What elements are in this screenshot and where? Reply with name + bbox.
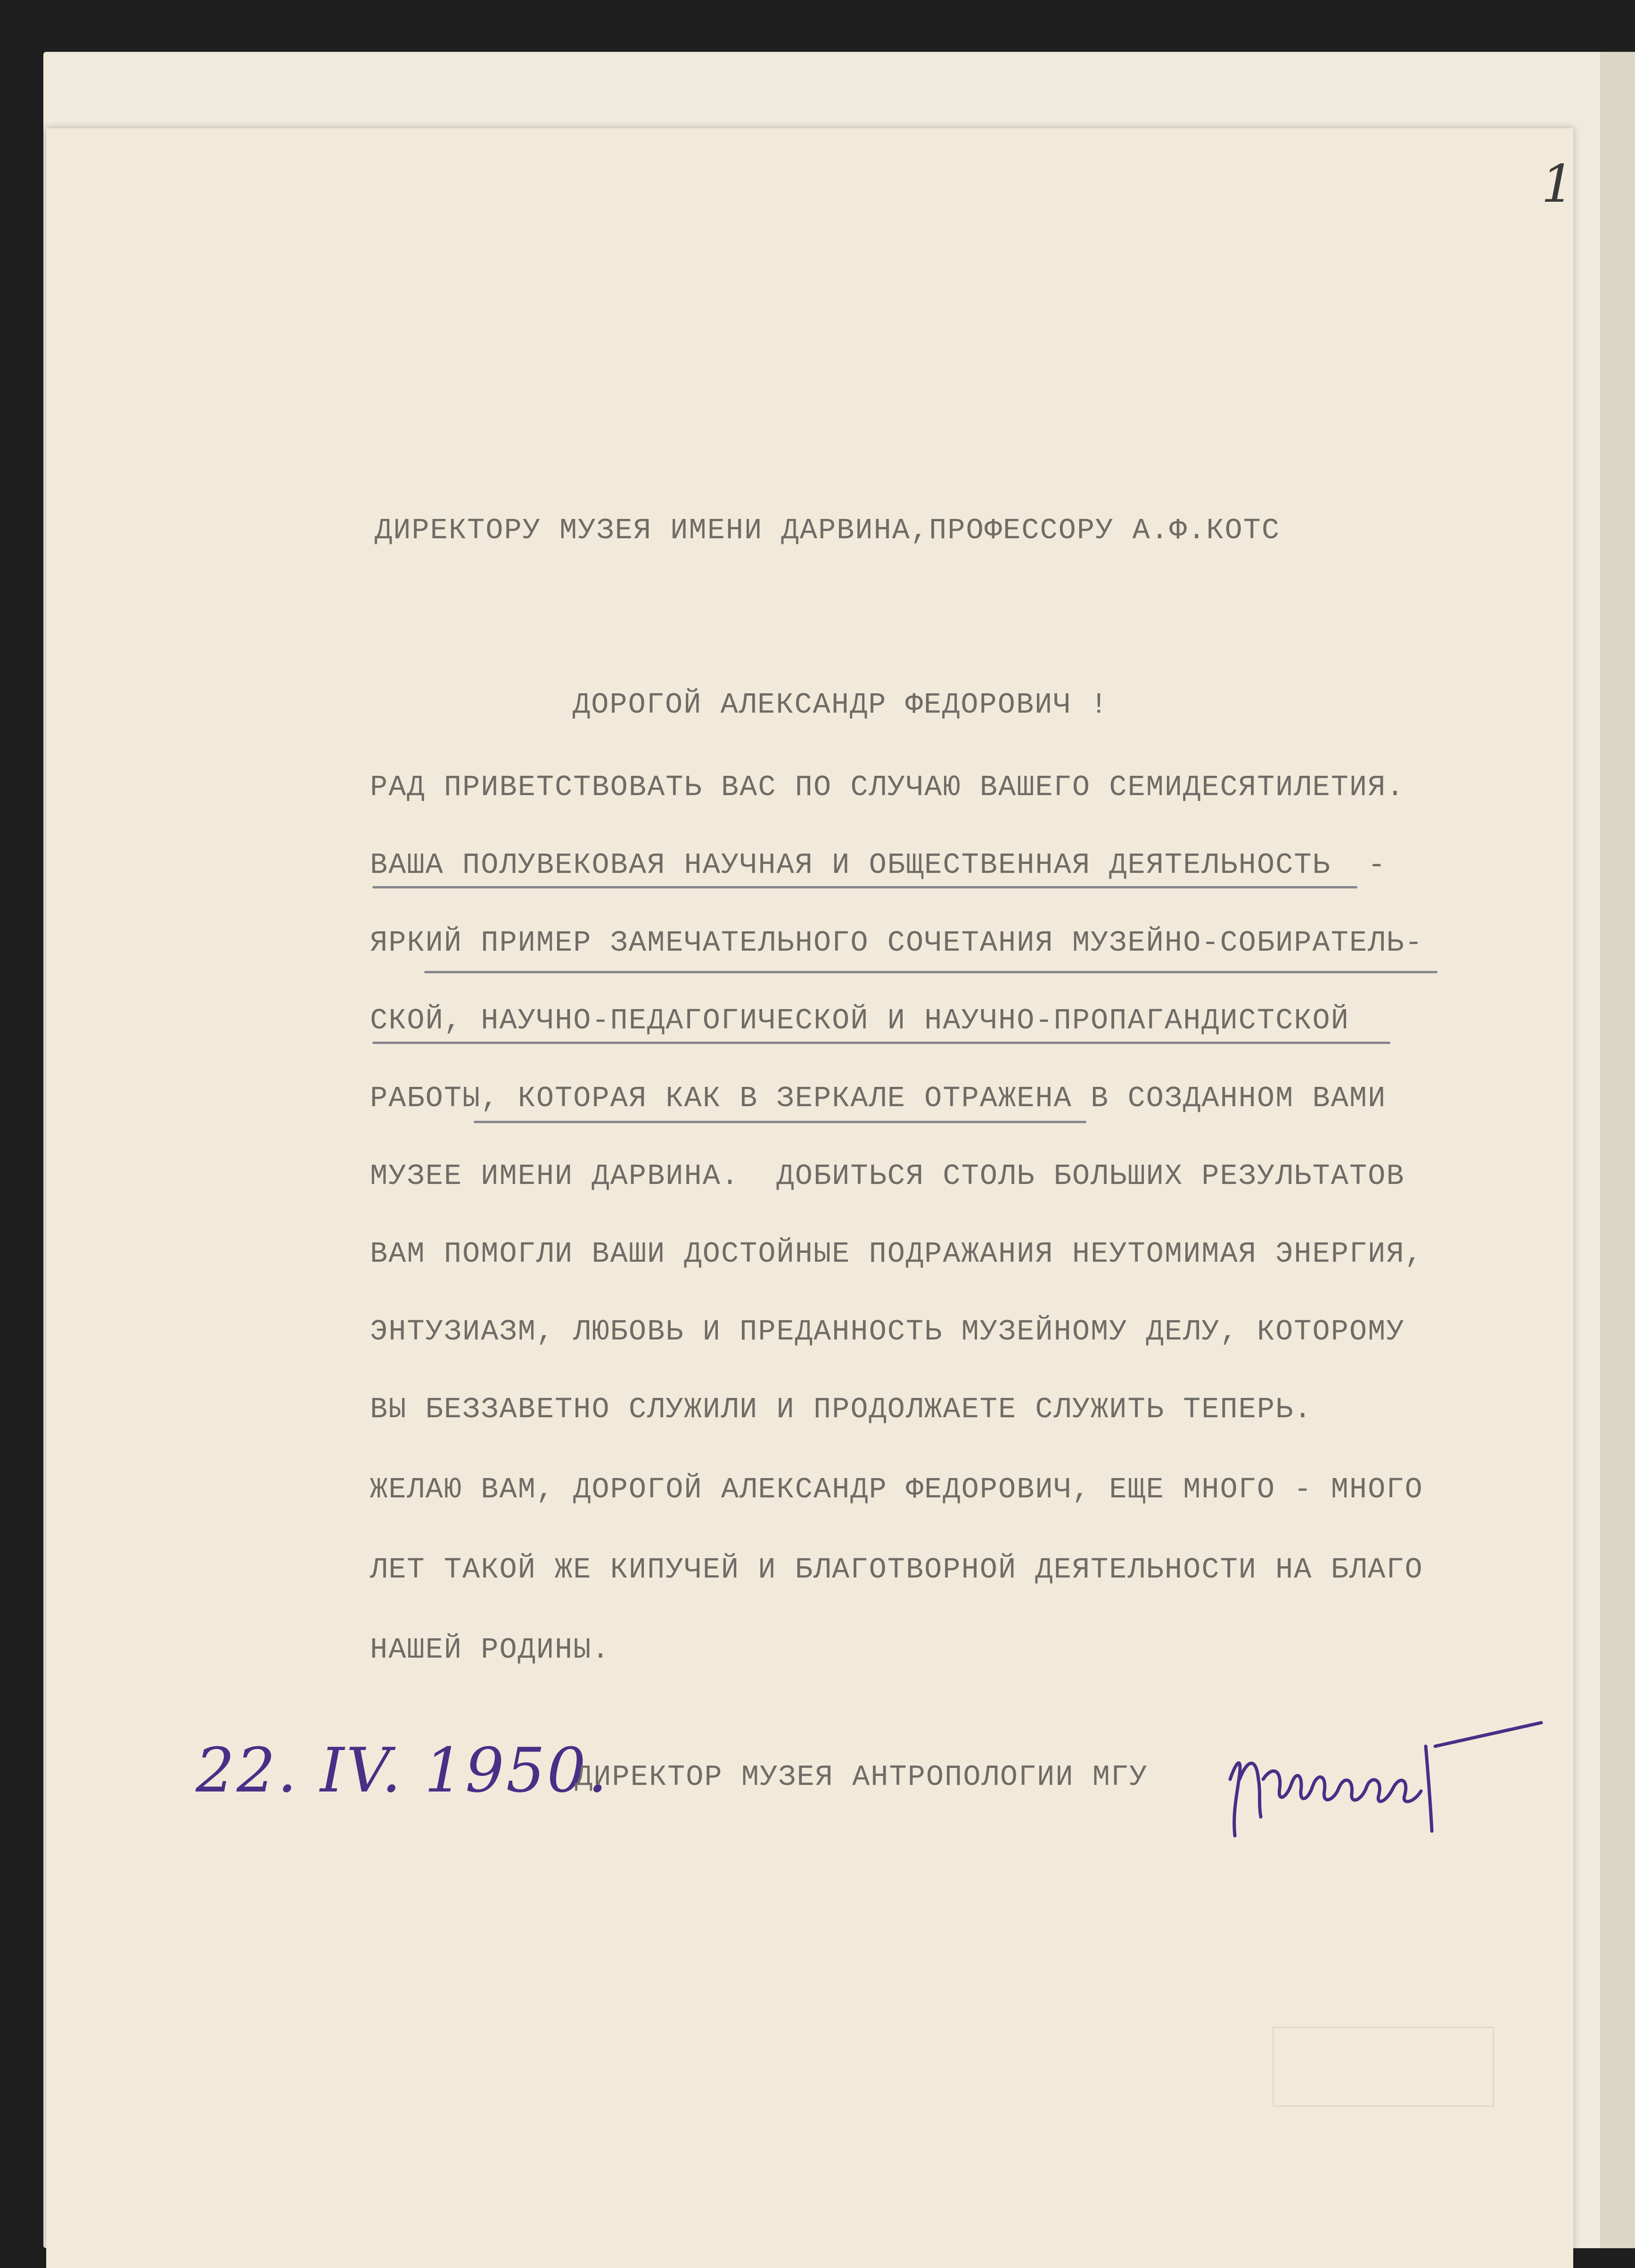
faded-stamp	[1273, 2027, 1494, 2107]
body-line: ВАМ ПОМОГЛИ ВАШИ ДОСТОЙНЫЕ ПОДРАЖАНИЯ НЕУТОМИМАЯ ЭНЕРГИЯ,	[370, 1237, 1423, 1271]
handwritten-signature	[1221, 1709, 1560, 1850]
body-line: ЭНТУЗИАЗМ, ЛЮБОВЬ И ПРЕДАННОСТЬ МУЗЕЙНОМУ ДЕЛУ, КОТОРОМУ	[370, 1315, 1405, 1348]
body-line: ЛЕТ ТАКОЙ ЖЕ КИПУЧЕЙ И БЛАГОТВОРНОЙ ДЕЯТЕЛЬНОСТИ НА БЛАГО	[370, 1553, 1423, 1586]
body-line: ВАША ПОЛУВЕКОВАЯ НАУЧНАЯ И ОБЩЕСТВЕННАЯ ДЕЯТЕЛЬНОСТЬ -	[370, 848, 1387, 882]
body-line: ЖЕЛАЮ ВАМ, ДОРОГОЙ АЛЕКСАНДР ФЕДОРОВИЧ, ЕЩЕ МНОГО - МНОГО	[370, 1473, 1423, 1506]
backing-board	[1600, 52, 1635, 2248]
body-line: НАШЕЙ РОДИНЫ.	[370, 1633, 610, 1667]
body-line: СКОЙ, НАУЧНО-ПЕДАГОГИЧЕСКОЙ И НАУЧНО-ПРОПАГАНДИСТСКОЙ	[370, 1004, 1349, 1037]
salutation: ДОРОГОЙ АЛЕКСАНДР ФЕДОРОВИЧ !	[573, 688, 1109, 722]
body-line: ВЫ БЕЗЗАВЕТНО СЛУЖИЛИ И ПРОДОЛЖАЕТЕ СЛУЖИТЬ ТЕПЕРЬ.	[370, 1393, 1313, 1426]
folio-number: 1	[1541, 154, 1574, 214]
sender-title: ДИРЕКТОР МУЗЕЯ АНТРОПОЛОГИИ МГУ	[575, 1760, 1148, 1794]
pencil-underline	[424, 971, 1438, 973]
pencil-underline	[372, 886, 1357, 888]
body-line: РАБОТЫ, КОТОРАЯ КАК В ЗЕРКАЛЕ ОТРАЖЕНА В СОЗДАННОМ ВАМИ	[370, 1082, 1387, 1115]
addressee: ДИРЕКТОРУ МУЗЕЯ ИМЕНИ ДАРВИНА,ПРОФЕССОРУ А.Ф.КОТС	[375, 514, 1281, 547]
letter-page	[46, 128, 1573, 2268]
pencil-underline	[474, 1121, 1086, 1123]
body-line: ЯРКИЙ ПРИМЕР ЗАМЕЧАТЕЛЬНОГО СОЧЕТАНИЯ МУЗЕЙНО-СОБИРАТЕЛЬ-	[370, 926, 1423, 960]
pencil-underline	[372, 1042, 1390, 1044]
body-line: МУЗЕЕ ИМЕНИ ДАРВИНА. ДОБИТЬСЯ СТОЛЬ БОЛЬШИХ РЕЗУЛЬТАТОВ	[370, 1159, 1405, 1193]
handwritten-date: 22. IV. 1950.	[196, 1734, 609, 1806]
body-line: РАД ПРИВЕТСТВОВАТЬ ВАС ПО СЛУЧАЮ ВАШЕГО СЕМИДЕСЯТИЛЕТИЯ.	[370, 771, 1405, 804]
